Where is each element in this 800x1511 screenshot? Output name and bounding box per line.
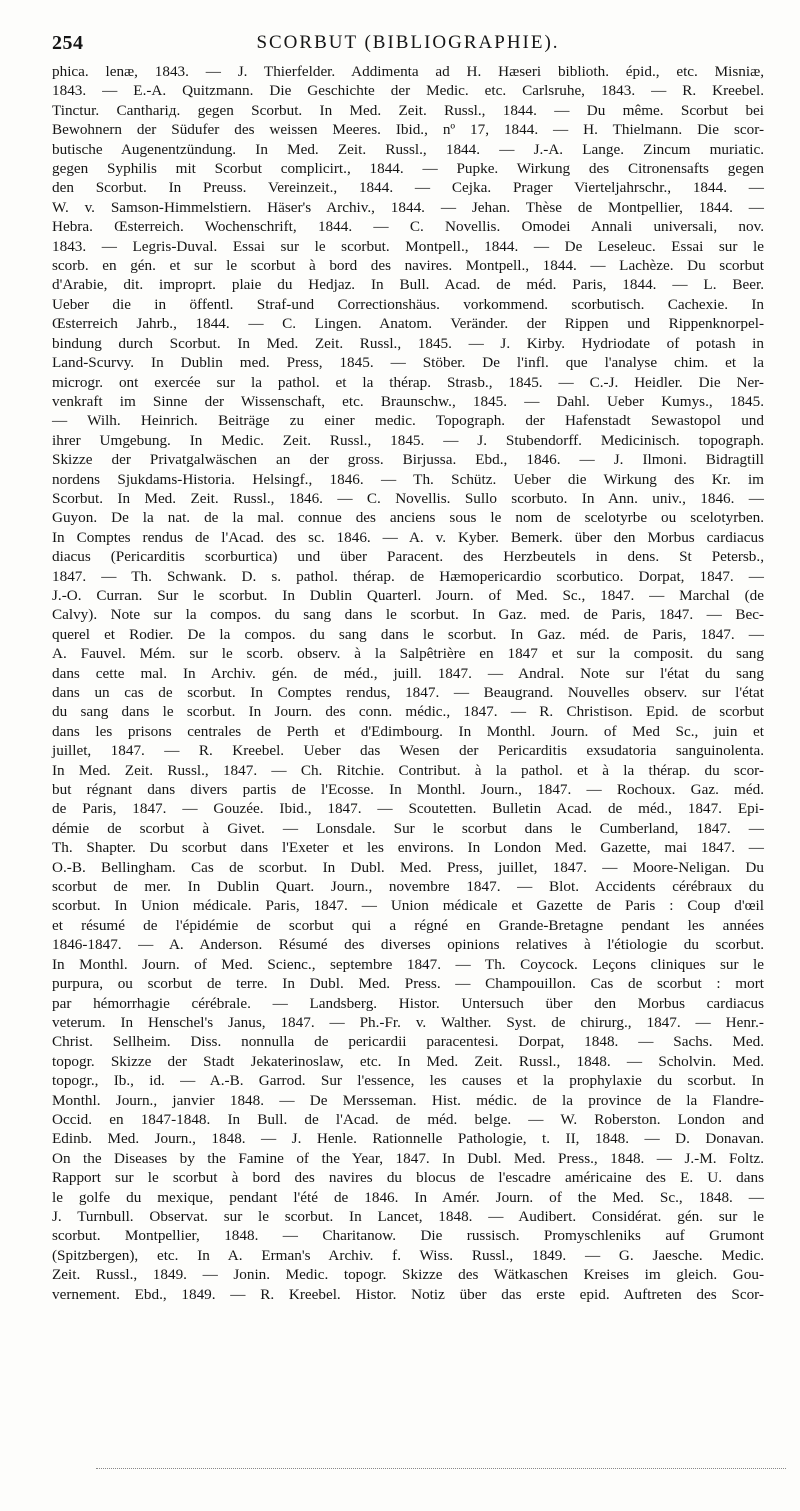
text-line: — Wilh. Heinrich. Beiträge zu einer medic. Topograph. der Hafenstadt Sewastopol und: [52, 412, 764, 430]
text-line: venkraft im Sinne der Wissenschaft, etc. Braunschw., 1845. — Dahl. Ueber Kumys., 1845.: [52, 392, 764, 410]
text-line: dans cette mal. In Archiv. gén. de méd., juill. 1847. — Andral. Note sur l'état du sang: [52, 664, 764, 682]
page-header: [52, 30, 764, 60]
text-line: 1843. — Legris-Duval. Essai sur le scorbut. Montpell., 1844. — De Leseleuc. Essai sur le: [52, 237, 764, 255]
text-line: 1846-1847. — A. Anderson. Résumé des diverses opinions relatives à l'étiologie du scorbut.: [52, 936, 764, 954]
text-line: O.-B. Bellingham. Cas de scorbut. In Dubl. Med. Press, juillet, 1847. — Moore-Neligan. Du: [52, 858, 764, 876]
text-line: Tinctur. Canthariд. gegen Scorbut. In Med. Zeit. Russl., 1844. — Du même. Scorbut bei: [52, 101, 764, 119]
text-line: topogr. Skizze der Stadt Jekaterinoslaw, etc. In Med. Zeit. Russl., 1848. — Scholvin. Med.: [52, 1052, 764, 1070]
text-line: On the Diseases by the Famine of the Year, 1847. In Dubl. Med. Press., 1848. — J.-M. Foltz.: [52, 1149, 764, 1167]
text-line: W. v. Samson-Himmelstiern. Häser's Archiv., 1844. — Jehan. Thèse de Montpellier, 1844. —: [52, 198, 764, 216]
text-line: In Comptes rendus de l'Acad. des sc. 1846. — A. v. Kyber. Bemerk. über den Morbus cardiacus: [52, 528, 764, 546]
text-line: bindung durch Scorbut. In Med. Zeit. Russl., 1845. — J. Kirby. Hydriodate of potash in: [52, 334, 764, 352]
text-line: Rapport sur le scorbut à bord des navires du blocus de l'escadre américaine des E. U. dans: [52, 1169, 764, 1187]
text-line: purpura, ou scorbut de terre. In Dubl. Med. Press. — Champouillon. Cas de scorbut : mort: [52, 975, 764, 993]
text-line: Scorbut. In Med. Zeit. Russl., 1846. — C. Novellis. Sullo scorbuto. In Ann. univ., 1846. —: [52, 489, 764, 507]
text-line: vernement. Ebd., 1849. — R. Kreebel. Histor. Notiz über das erste epid. Auftreten des Scor-: [52, 1285, 764, 1303]
text-line: Bewohnern der Südufer des weissen Meeres. Ibid., nº 17, 1844. — H. Thielmann. Die scor-: [52, 121, 764, 139]
text-line: 1847. — Th. Schwank. D. s. pathol. thérap. de Hæmopericardio scorbutico. Dorpat, 1847. —: [52, 567, 764, 585]
text-line: et résumé de l'épidémie de scorbut qui a régné en Grande-Bretagne pendant les années: [52, 916, 764, 934]
text-line: du sang dans le scorbut. In Journ. des conn. médic., 1847. — R. Christison. Epid. de scorbut: [52, 703, 764, 721]
text-line: scorbut. Montpellier, 1848. — Charitanow. Die russisch. Promyschleniks auf Grumont: [52, 1227, 764, 1245]
page-number: 254: [52, 32, 84, 54]
running-title: SCORBUT (BIBLIOGRAPHIE).: [256, 32, 560, 53]
text-line: In Med. Zeit. Russl., 1847. — Ch. Ritchie. Contribut. à la pathol. et à la thérap. du scor-: [52, 761, 764, 779]
text-line: J. Turnbull. Observat. sur le scorbut. In Lancet, 1848. — Audibert. Considérat. gén. sur le: [52, 1207, 764, 1225]
text-line: veterum. In Henschel's Janus, 1847. — Ph.-Fr. v. Walther. Syst. de chirurg., 1847. — Henr.-: [52, 1013, 764, 1031]
text-line: butische Augenentzündung. In Med. Zeit. Russl., 1844. — J.-A. Lange. Zincum muriatic.: [52, 140, 764, 158]
text-line: ihrer Umgebung. In Medic. Zeit. Russl., 1845. — J. Stubendorff. Medicinisch. topograph.: [52, 431, 764, 449]
text-line: but régnant dans divers partis de l'Ecosse. In Monthl. Journ., 1847. — Rochoux. Gaz. méd.: [52, 781, 764, 799]
text-line: de Paris, 1847. — Gouzée. Ibid., 1847. — Scoutetten. Bulletin Acad. de méd., 1847. Epi-: [52, 800, 764, 818]
text-line: d'Arabie, dit. improprt. plaie du Hedjaz. In Bull. Acad. de méd. Paris, 1844. — L. Beer.: [52, 276, 764, 294]
text-line: gegen Syphilis mit Scorbut complicirt., 1844. — Pupke. Wirkung des Citronensafts gegen: [52, 160, 764, 178]
text-line: Th. Shapter. Du scorbut dans l'Exeter et les environs. In London Med. Gazette, mai 1847. —: [52, 839, 764, 857]
text-line: Occid. en 1847-1848. In Bull. de l'Acad. de méd. belge. — W. Roberston. London and: [52, 1110, 764, 1128]
text-line: diacus (Pericarditis scorburtica) und über Paracent. des Herzbeutels in dens. St Petersb.,: [52, 548, 764, 566]
text-line: dans les prisons centrales de Perth et d'Edimbourg. In Monthl. Journ. of Med Sc., juin et: [52, 722, 764, 740]
text-line: In Monthl. Journ. of Med. Scienc., septembre 1847. — Th. Coycock. Leçons cliniques sur le: [52, 955, 764, 973]
bibliography-text: [52, 62, 764, 1304]
text-line: dans un cas de scorbut. In Comptes rendus, 1847. — Beaugrand. Nouvelles observ. sur l'état: [52, 684, 764, 701]
text-line: Land-Scurvy. In Dublin med. Press, 1845. — Stöber. De l'infl. que l'analyse chim. et la: [52, 354, 764, 372]
text-line: scorbut. In Union médicale. Paris, 1847. — Union médicale et Gazette de Paris : Coup d'œil: [52, 897, 764, 915]
text-line: Zeit. Russl., 1849. — Jonin. Medic. topogr. Skizze des Wätkaschen Kreises im gleich. Gou-: [52, 1266, 764, 1284]
text-line: scorb. en gén. et sur le scorbut à bord des navires. Montpell., 1844. — Lachèze. Du scorbut: [52, 257, 764, 275]
text-line: nordens Sjukdams-Historia. Helsingf., 1846. — Th. Schütz. Ueber die Wirkung des Kr. im: [52, 470, 764, 488]
text-line: phica. lenæ, 1843. — J. Thierfelder. Addimenta ad H. Hæseri biblioth. épid., etc. Misniæ,: [52, 63, 764, 80]
footer-rule: [96, 1468, 786, 1469]
text-line: scorbut de mer. In Dublin Quart. Journ., novembre 1847. — Blot. Accidents cérébraux du: [52, 878, 764, 896]
text-line: par hémorrhagie cérébrale. — Landsberg. Histor. Untersuch über den Morbus cardiacus: [52, 994, 764, 1012]
text-line: microgr. ont exercée sur la pathol. et la thérap. Strasb., 1845. — C.-J. Heidler. Die Ner-: [52, 373, 764, 391]
text-line: (Spitzbergen), etc. In A. Erman's Archiv. f. Wiss. Russl., 1849. — G. Jaesche. Medic.: [52, 1246, 764, 1264]
text-line: Skizze der Privatgalwäschen an der gross. Birjussa. Ebd., 1846. — J. Ilmoni. Bidragtill: [52, 451, 764, 469]
text-line: topogr., Ib., id. — A.-B. Garrod. Sur l'essence, les causes et la prophylaxie du scorbut. In: [52, 1072, 764, 1090]
text-line: 1843. — E.-A. Quitzmann. Die Geschichte der Medic. etc. Carlsruhe, 1843. — R. Kreebel.: [52, 82, 764, 100]
text-line: Edinb. Med. Journ., 1848. — J. Henle. Rationnelle Pathologie, t. II, 1848. — D. Donavan.: [52, 1130, 764, 1148]
text-line: Œsterreich Jahrb., 1844. — C. Lingen. Anatom. Veränder. der Rippen und Rippenknorpel-: [52, 315, 764, 333]
text-line: le golfe du mexique, pendant l'été de 1846. In Amér. Journ. of the Med. Sc., 1848. —: [52, 1188, 764, 1206]
text-line: den Scorbut. In Preuss. Vereinzeit., 1844. — Cejka. Prager Vierteljahrschr., 1844. —: [52, 179, 764, 197]
text-line: Ueber die in öffentl. Straf-und Correctionshäus. vorkommend. scorbutisch. Cachexie. In: [52, 295, 764, 313]
text-line: démie de scorbut à Givet. — Lonsdale. Sur le scorbut dans le Cumberland, 1847. —: [52, 819, 764, 837]
text-line: Calvy). Note sur la compos. du sang dans le scorbut. In Gaz. med. de Paris, 1847. — Bec-: [52, 606, 764, 624]
text-line: querel et Rodier. De la compos. du sang dans le scorbut. In Gaz. méd. de Paris, 1847. —: [52, 625, 764, 643]
text-line: Monthl. Journ., janvier 1848. — De Mersseman. Hist. médic. de la province de la Flandre-: [52, 1091, 764, 1109]
text-line: Guyon. De la nat. de la mal. connue des anciens sous le nom de scelotyrbe ou scelotyrben.: [52, 509, 764, 527]
text-line: J.-O. Curran. Sur le scorbut. In Dublin Quarterl. Journ. of Med. Sc., 1847. — Marchal (de: [52, 586, 764, 604]
text-line: juillet, 1847. — R. Kreebel. Ueber das Wesen der Pericarditis exsudatoria sanguinolenta.: [52, 742, 764, 760]
text-line: Hebra. Œsterreich. Wochenschrift, 1844. — C. Novellis. Omodei Annali universali, nov.: [52, 218, 764, 236]
text-line: A. Fauvel. Mém. sur le scorb. observ. à la Salpêtrière en 1847 et sur la composit. du sang: [52, 645, 764, 663]
text-line: Christ. Sellheim. Diss. nonnulla de pericardii paracentesi. Dorpat, 1848. — Sachs. Med.: [52, 1033, 764, 1051]
